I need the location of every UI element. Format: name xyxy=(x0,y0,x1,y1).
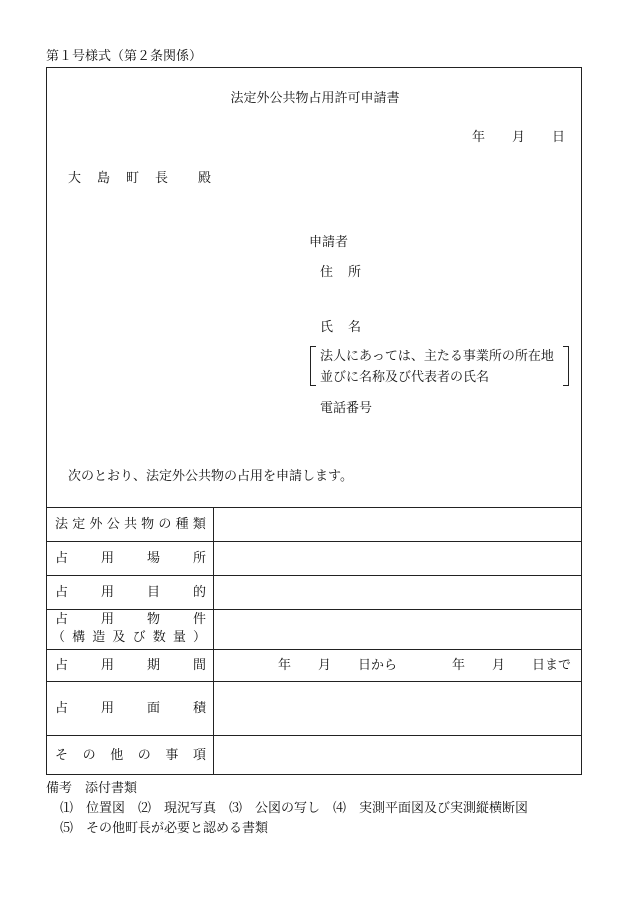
period-to-year: 年 xyxy=(452,658,466,673)
request-statement: 次のとおり、法定外公共物の占用を申請します。 xyxy=(68,469,353,484)
label-occupancy-location: 占 用 場 所 xyxy=(55,551,206,566)
table-row-divider xyxy=(46,609,582,610)
bracket-right xyxy=(563,346,569,386)
period-from-year: 年 xyxy=(278,658,292,673)
label-occupancy-period: 占 用 期 間 xyxy=(55,658,206,673)
table-top-border xyxy=(46,507,582,508)
date-day: 日 xyxy=(552,130,566,145)
label-other-matters: そ の 他 の 事 項 xyxy=(55,748,206,763)
table-row-divider xyxy=(46,681,582,682)
label-occupancy-object: 占 用 物 件 xyxy=(55,612,206,627)
date-month: 月 xyxy=(512,130,526,145)
label-structure-quantity: （ 構 造 及 び 数 量 ） xyxy=(52,630,206,645)
remarks-line2: ⑸ その他町長が必要と認める書類 xyxy=(60,821,269,836)
label-public-property-type: 法 定 外 公 共 物 の 種 類 xyxy=(55,517,206,532)
form-number: 第１号様式（第２条関係） xyxy=(46,49,203,64)
label-occupancy-area: 占 用 面 積 xyxy=(55,701,206,716)
period-to-day: 日まで xyxy=(532,658,572,673)
phone-label: 電話番号 xyxy=(320,401,373,416)
corp-note-line2: 並びに名称及び代表者の氏名 xyxy=(320,370,490,385)
period-from-day: 日から xyxy=(358,658,398,673)
table-row-divider xyxy=(46,575,582,576)
table-column-divider xyxy=(213,507,214,775)
applicant-heading: 申請者 xyxy=(309,235,349,250)
remarks-line1: ⑴ 位置図 ⑵ 現況写真 ⑶ 公図の写し ⑷ 実測平面図及び実測縦横断図 xyxy=(60,801,529,816)
bracket-left xyxy=(310,346,316,386)
table-row-divider xyxy=(46,649,582,650)
period-from-month: 月 xyxy=(318,658,332,673)
name-label: 氏 名 xyxy=(320,320,361,335)
label-occupancy-purpose: 占 用 目 的 xyxy=(55,585,206,600)
corp-note-line1: 法人にあっては、主たる事業所の所在地 xyxy=(320,349,554,364)
date-year: 年 xyxy=(472,130,486,145)
addressee: 大 島 町 長 殿 xyxy=(68,171,211,186)
address-label: 住 所 xyxy=(320,265,361,280)
remarks-heading: 備考 添付書類 xyxy=(46,781,138,796)
table-row-divider xyxy=(46,541,582,542)
form-title: 法定外公共物占用許可申請書 xyxy=(230,91,400,106)
period-to-month: 月 xyxy=(492,658,506,673)
table-row-divider xyxy=(46,735,582,736)
